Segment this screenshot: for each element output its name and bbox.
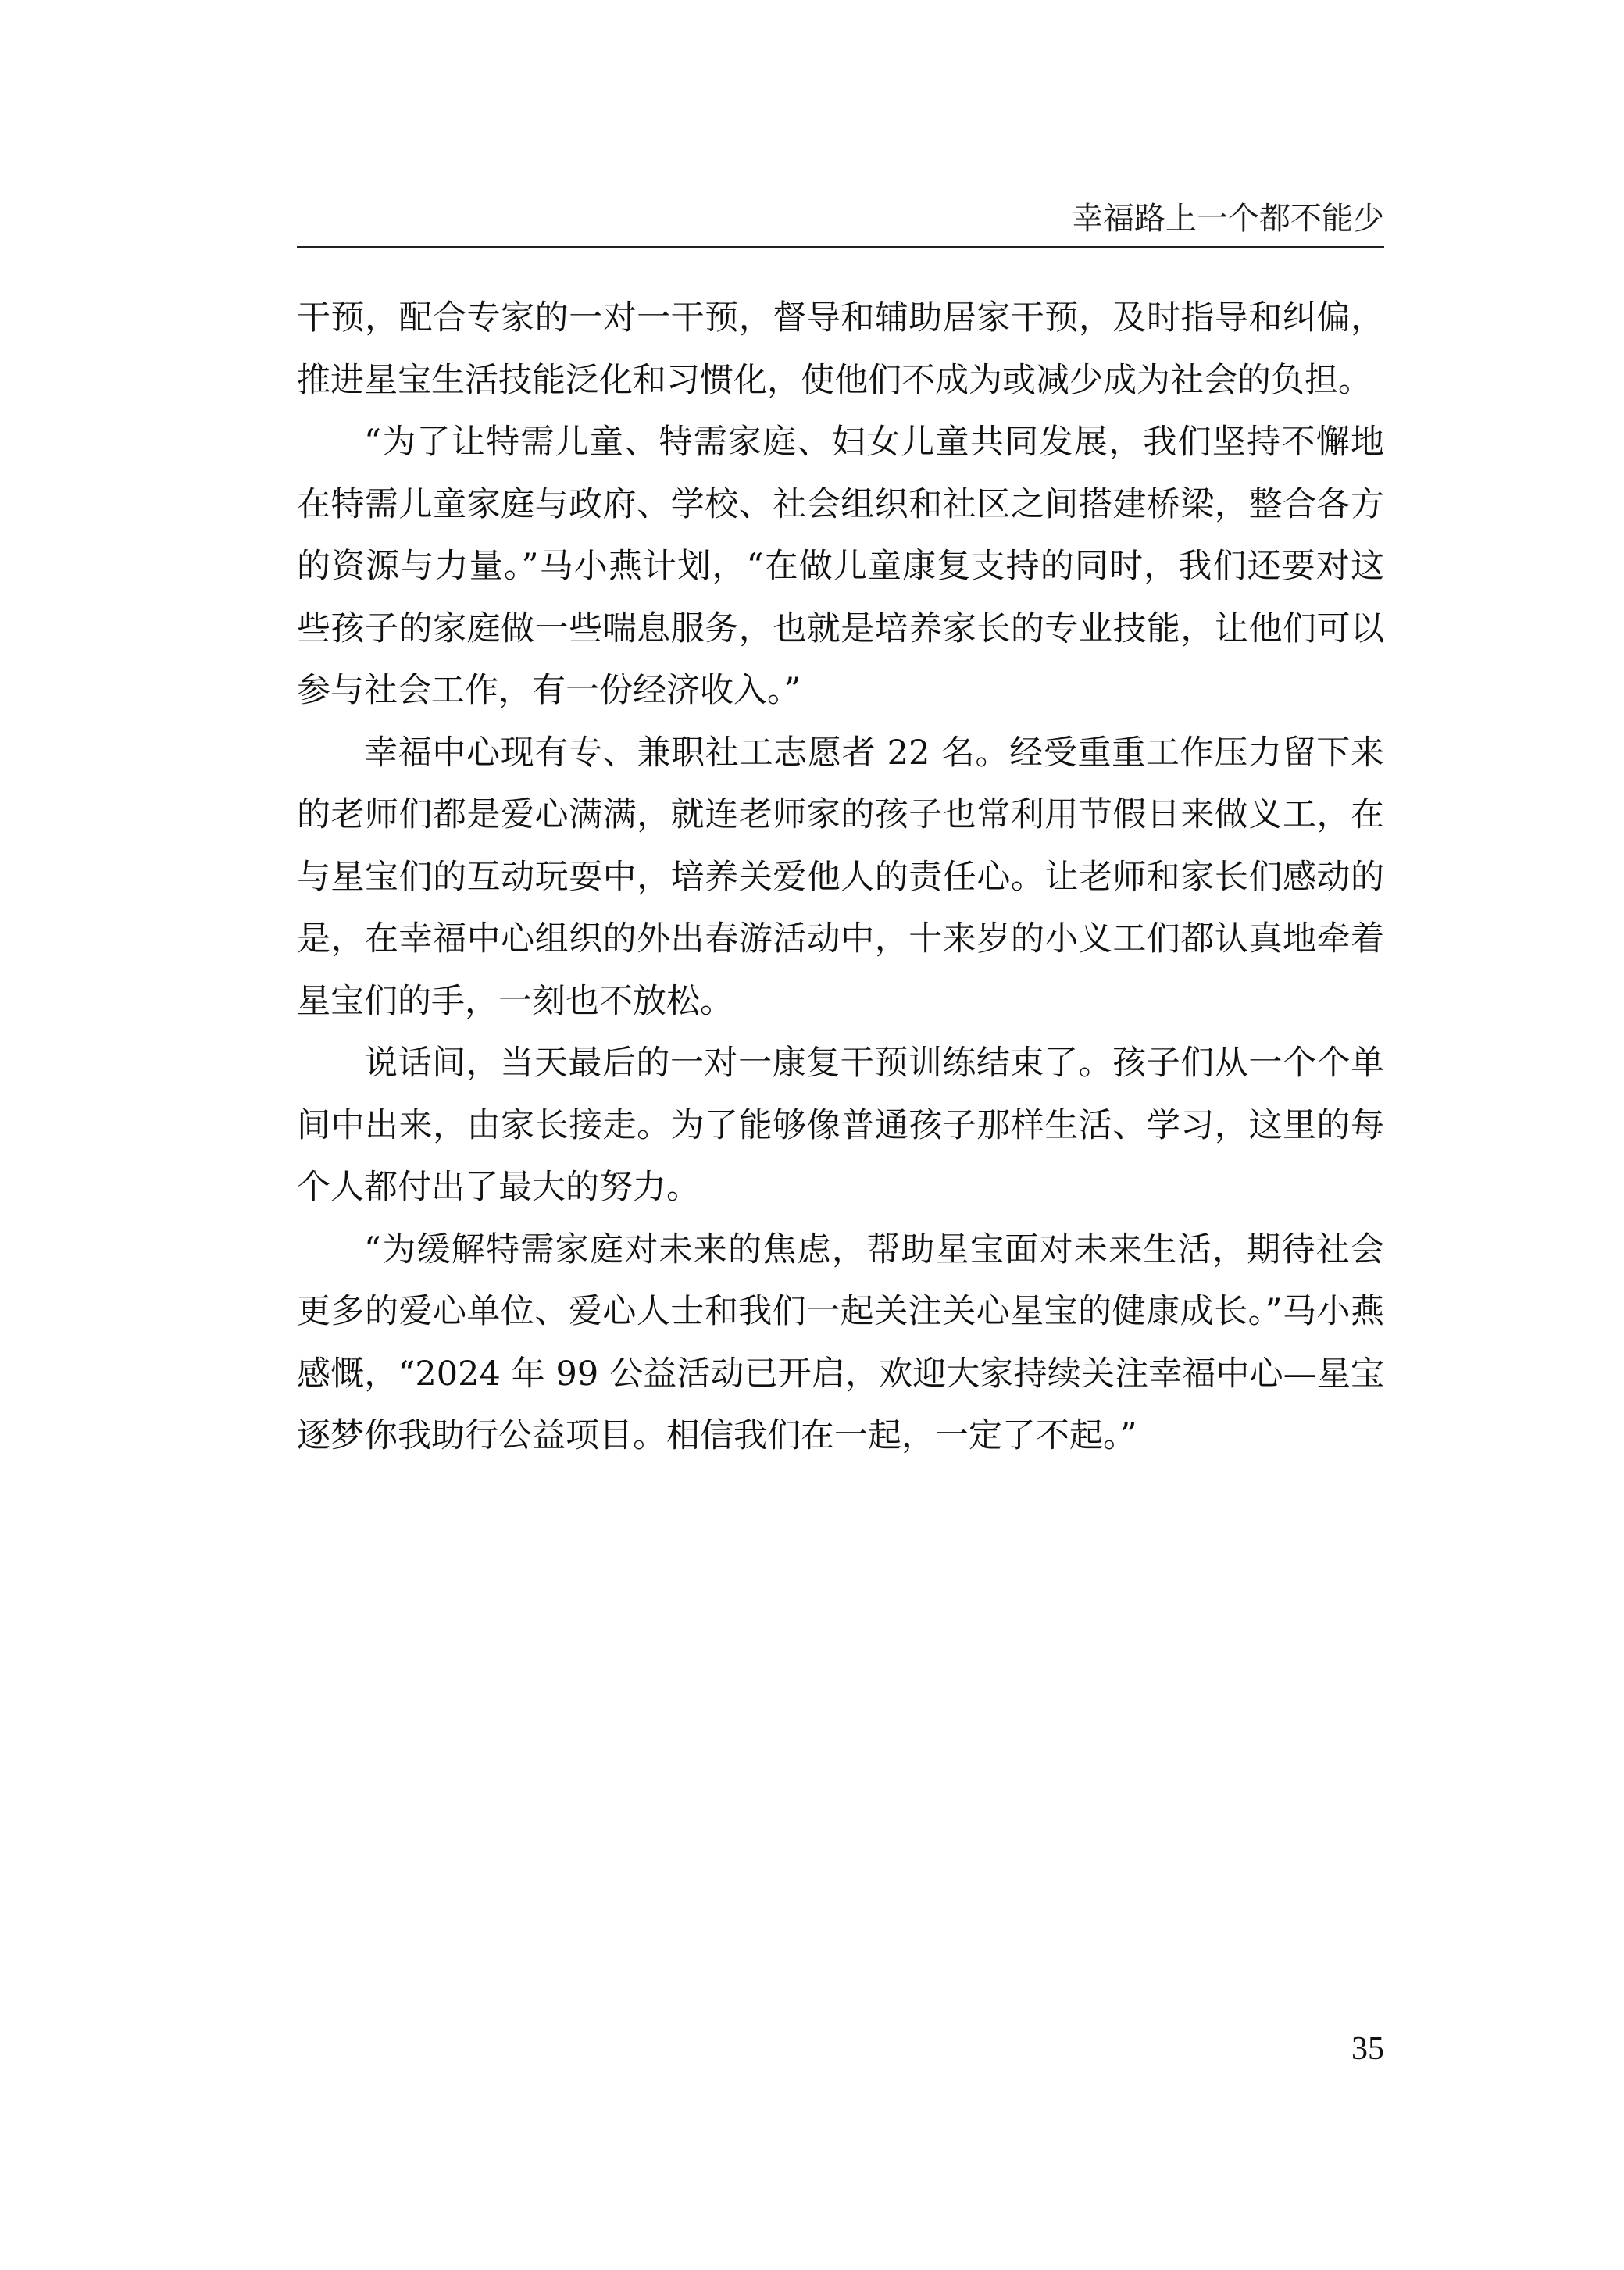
- body-text: [297, 287, 1384, 1468]
- header-rule: [297, 246, 1384, 248]
- page-number: 35: [1351, 2031, 1384, 2067]
- paragraph: “为缓解特需家庭对未来的焦虑，帮助星宝面对未来生活，期待社会更多的爱心单位、爱心人士和我们一起关注关心星宝的健康成长。”马小燕感慨，“2024 年 99 公益活动已开启，欢迎大家持续关注幸福中心—星宝逐梦你我助行公益项目。相信我们在一起，一定了不起。”: [297, 1230, 1384, 1455]
- paragraph: 说话间，当天最后的一对一康复干预训练结束了。孩子们从一个个单间中出来，由家长接走。为了能够像普通孩子那样生活、学习，这里的每个人都付出了最大的努力。: [297, 1044, 1384, 1207]
- running-header-title: 幸福路上一个都不能少: [1072, 201, 1384, 237]
- paragraph: “为了让特需儿童、特需家庭、妇女儿童共同发展，我们坚持不懈地在特需儿童家庭与政府、学校、社会组织和社区之间搭建桥梁，整合各方的资源与力量。”马小燕计划，“在做儿童康复支持的同时，我们还要对这些孩子的家庭做一些喘息服务，也就是培养家长的专业技能，让他们可以参与社会工作，有一份经济收入。”: [297, 423, 1384, 710]
- paragraph-continued: 干预，配合专家的一对一干预，督导和辅助居家干预，及时指导和纠偏，推进星宝生活技能泛化和习惯化，使他们不成为或减少成为社会的负担。: [297, 298, 1384, 400]
- paragraph: 幸福中心现有专、兼职社工志愿者 22 名。经受重重工作压力留下来的老师们都是爱心满满，就连老师家的孩子也常利用节假日来做义工，在与星宝们的互动玩耍中，培养关爱他人的责任心。让老师和家长们感动的是，在幸福中心组织的外出春游活动中，十来岁的小义工们都认真地牵着星宝们的手，一刻也不放松。: [297, 733, 1384, 1021]
